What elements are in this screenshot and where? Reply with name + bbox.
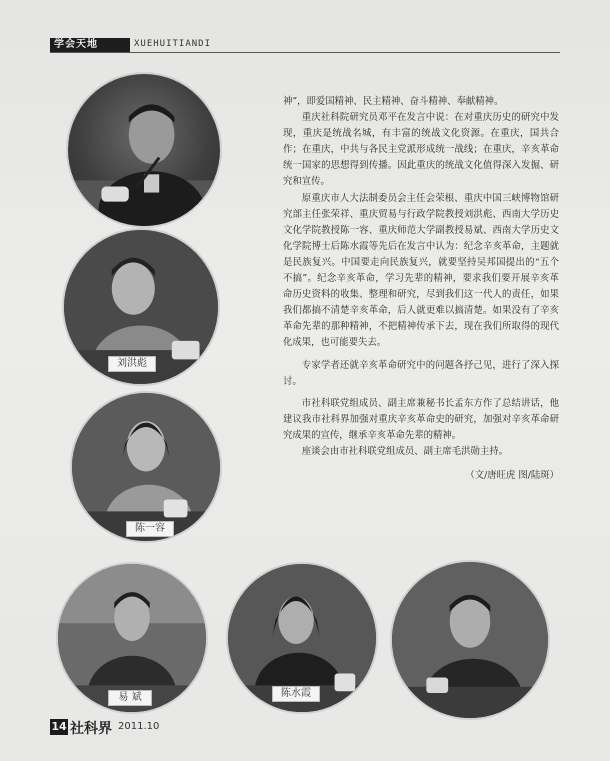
nameplate-speaker-3: 陈一容: [126, 521, 174, 537]
nameplate-speaker-5: 陈水霞: [272, 686, 320, 702]
nameplate-speaker-2: 刘洪彪: [108, 356, 156, 372]
issue-date: 2011.10: [118, 721, 160, 732]
speaker-6-figure: [392, 562, 548, 718]
article-body: [283, 94, 559, 484]
article-paragraph: 市社科联党组成员、副主席兼秘书长孟东方作了总结讲话，他建议我市社科界加强对重庆辛亥革命史的研究，加强对辛亥革命研究成果的宣传，继承辛亥革命先辈的精神。: [283, 397, 559, 441]
article-paragraph: 重庆社科院研究员邓平在发言中说：在对重庆历史的研究中发现，重庆是统战名城，有丰富的统战文化资源。在重庆，国共合作；在重庆，中共与各民主党派形成统一战线；在重庆，辛亥革命统一国家的思想得到传播。因此重庆的统战文化值得深入发掘、研究和宣传。: [283, 112, 559, 188]
section-subtitle: XUEHUITIANDI: [134, 39, 212, 49]
article-paragraph: 座谈会由市社科联党组成员、副主席毛洪勋主持。: [301, 445, 509, 457]
photo-speaker-1: [68, 74, 220, 226]
article-paragraph: 原重庆市人大法制委员会主任会荣根、重庆中国三峡博物馆研究部主任张荣祥、重庆贸易与行政学院教授刘洪彪、西南大学历史文化学院教授陈一容、重庆师范大学副教授易斌、西南大学历史文化学院博士后陈水霞等先后在发言中认为：纪念辛亥革命，主题就是民族复兴。中国要走向民族复兴，就要坚持吴邦国提出的“五个不搞”。纪念辛亥革命，学习先辈的精神，要求我们要开展辛亥革命历史资料的收集、整理和研究，尽到我们这一代人的责任，如果我们都搞不清楚辛亥革命，后人就更难以搞清楚。如果没有了辛亥革命先辈的那种精神，不把精神传承下去，现在我们所取得的现代化成果，也可能要失去。: [283, 192, 559, 349]
section-title: 学会天地: [54, 39, 98, 50]
speaker-3-figure: [72, 393, 220, 541]
header-rule: [50, 52, 560, 53]
page-number: 14: [51, 720, 67, 733]
photo-speaker-5: [228, 564, 376, 712]
nameplate-speaker-4: 易 斌: [108, 690, 152, 706]
speaker-1-figure: [68, 74, 220, 226]
photo-speaker-6: [392, 562, 548, 718]
magazine-name: 社科界: [70, 721, 112, 737]
photo-speaker-4: [58, 564, 206, 712]
photo-speaker-3: [72, 393, 220, 541]
photo-speaker-2: [64, 230, 218, 384]
article-paragraph: 专家学者还就辛亥革命研究中的问题各抒己见，进行了深入探讨。: [283, 359, 559, 387]
article-credit: （文/唐旺虎 图/陆斑）: [465, 470, 559, 482]
article-paragraph: 神”，即爱国精神、民主精神、奋斗精神、奉献精神。: [283, 96, 504, 107]
